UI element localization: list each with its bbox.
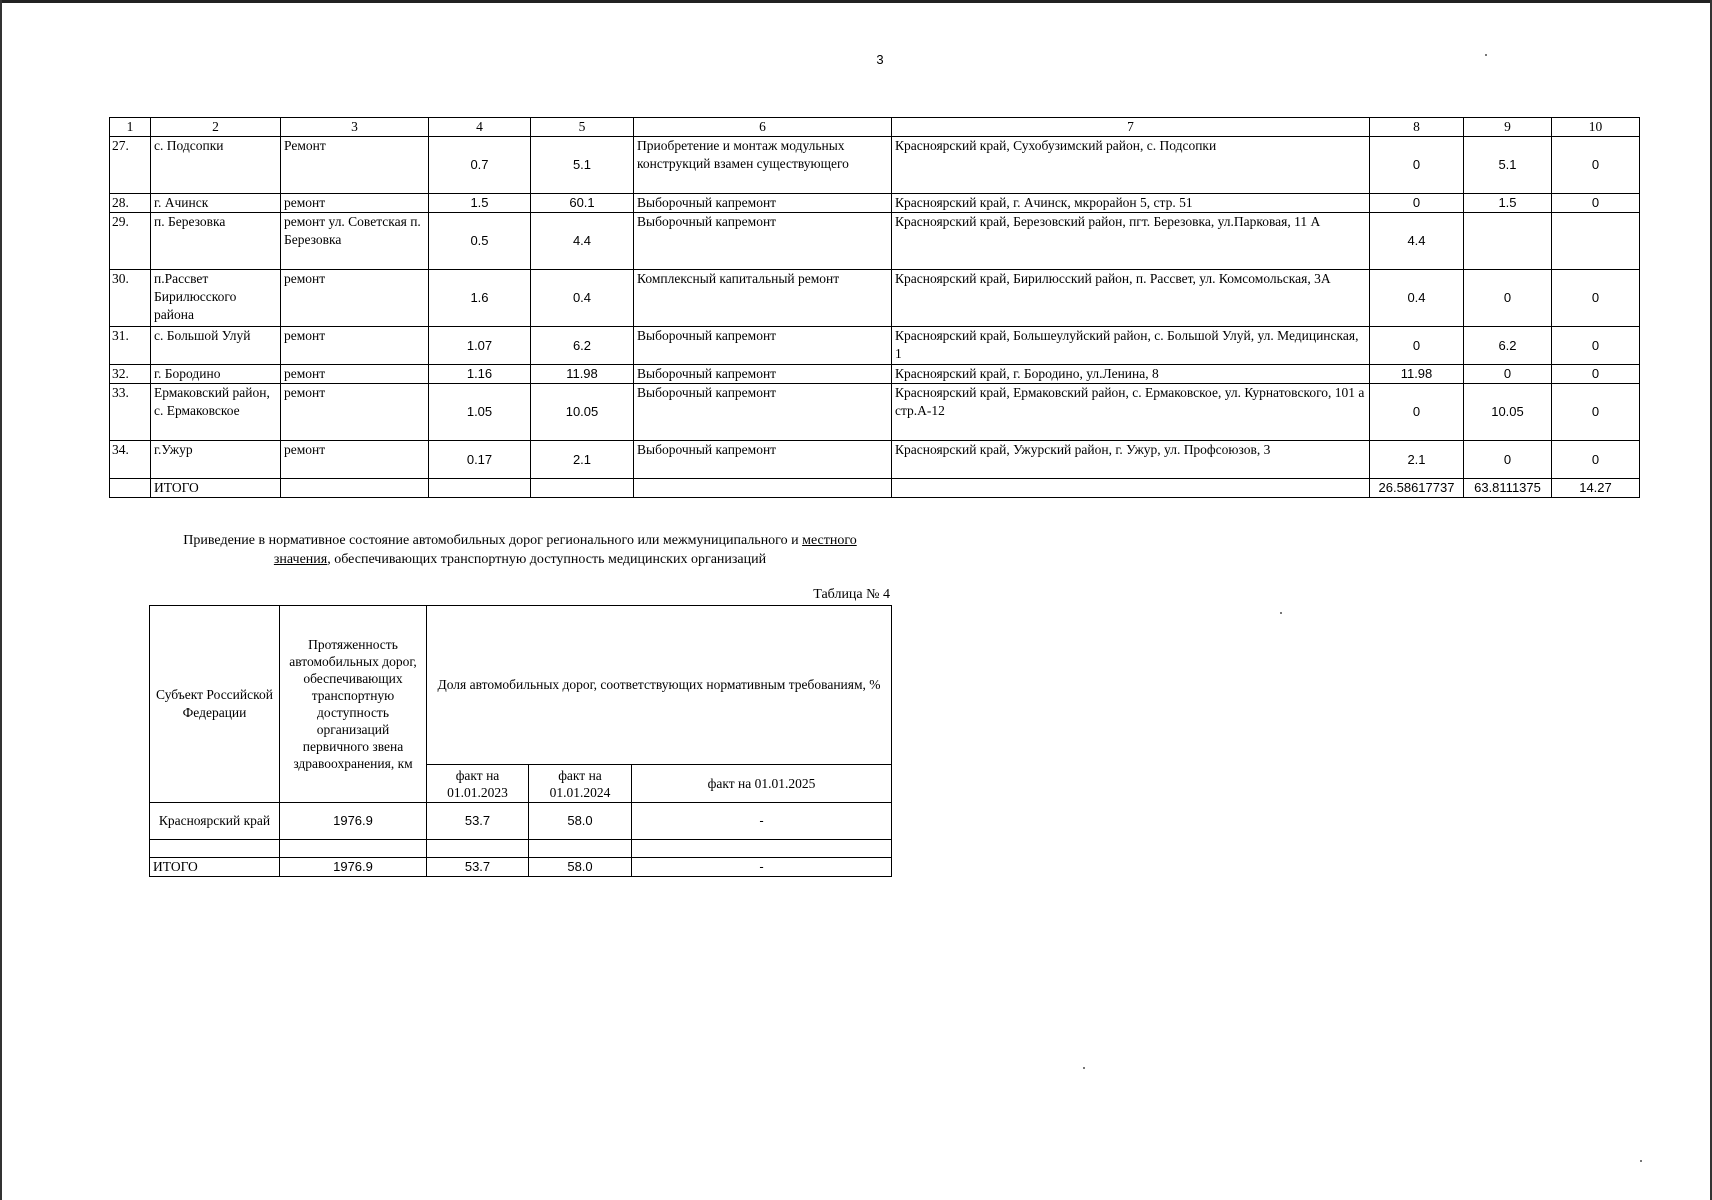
scan-speck [1640, 1160, 1642, 1162]
total-value: 1976.9 [280, 858, 427, 877]
work-type-cell: Приобретение и монтаж модульных конструкций взамен существующего [634, 137, 892, 194]
table-row [110, 365, 1640, 384]
column-header: 8 [1370, 118, 1464, 137]
table-row [110, 137, 1640, 194]
empty-cell [429, 479, 531, 498]
row-number: 32. [110, 365, 151, 384]
empty-cell [892, 479, 1370, 498]
empty-cell [632, 840, 892, 858]
work-type-cell: Выборочный капремонт [634, 194, 892, 213]
value-cell: 4.4 [531, 213, 634, 270]
table-row [110, 194, 1640, 213]
value-cell: - [632, 803, 892, 840]
address-cell: Красноярский край, Ермаковский район, с. Ермаковское, ул. Курнатовского, 101 а стр.А-12 [892, 384, 1370, 441]
total-row [150, 858, 892, 877]
value-cell: 0 [1552, 270, 1640, 327]
work-type-cell: Выборочный капремонт [634, 327, 892, 365]
fact-2025-header: факт на 01.01.2025 [632, 765, 892, 803]
fact-2024-header: факт на 01.01.2024 [529, 765, 632, 803]
empty-cell [281, 479, 429, 498]
header-row [150, 606, 892, 765]
row-number: 30. [110, 270, 151, 327]
value-cell: 0 [1552, 137, 1640, 194]
value-cell: 0 [1370, 194, 1464, 213]
value-cell: 0.17 [429, 441, 531, 479]
work-cell: ремонт [281, 441, 429, 479]
value-cell: 0 [1552, 194, 1640, 213]
value-cell: 0 [1552, 384, 1640, 441]
total-value: 14.27 [1552, 479, 1640, 498]
value-cell: 2.1 [531, 441, 634, 479]
row-number: 29. [110, 213, 151, 270]
row-number: 34. [110, 441, 151, 479]
column-header: 9 [1464, 118, 1552, 137]
place-cell: с. Большой Улуй [151, 327, 281, 365]
value-cell: 58.0 [529, 803, 632, 840]
value-cell: 0 [1552, 327, 1640, 365]
value-cell: 0 [1464, 365, 1552, 384]
column-header: 10 [1552, 118, 1640, 137]
empty-cell [280, 840, 427, 858]
value-cell: 0 [1552, 441, 1640, 479]
length-cell: 1976.9 [280, 803, 427, 840]
work-cell: ремонт [281, 365, 429, 384]
place-cell: с. Подсопки [151, 137, 281, 194]
value-cell: 2.1 [1370, 441, 1464, 479]
value-cell: 5.1 [1464, 137, 1552, 194]
table-row [110, 441, 1640, 479]
total-value: 53.7 [427, 858, 529, 877]
subject-cell: Красноярский край [150, 803, 280, 840]
empty-cell [529, 840, 632, 858]
row-number: 33. [110, 384, 151, 441]
column-header: 3 [281, 118, 429, 137]
column-header: 5 [531, 118, 634, 137]
work-cell: ремонт ул. Советская п. Березовка [281, 213, 429, 270]
value-cell: 1.05 [429, 384, 531, 441]
empty-cell [634, 479, 892, 498]
scan-border-left [0, 0, 2, 1200]
value-cell: 0 [1464, 441, 1552, 479]
value-cell: 1.07 [429, 327, 531, 365]
value-cell: 0 [1370, 137, 1464, 194]
table-row [150, 803, 892, 840]
work-cell: Ремонт [281, 137, 429, 194]
subject-header: Субъект Российской Федерации [150, 606, 280, 803]
address-cell: Красноярский край, Березовский район, пгт. Березовка, ул.Парковая, 11 А [892, 213, 1370, 270]
table-number-label: Таблица № 4 [813, 587, 890, 602]
column-header: 2 [151, 118, 281, 137]
work-cell: ремонт [281, 327, 429, 365]
value-cell [1552, 213, 1640, 270]
value-cell [1464, 213, 1552, 270]
row-number: 27. [110, 137, 151, 194]
title-text: Приведение в нормативное состояние автомобильных дорог регионального или межмуниципального и [183, 533, 803, 548]
value-cell: 53.7 [427, 803, 529, 840]
scan-border-top [0, 0, 1712, 3]
address-cell: Красноярский край, Сухобузимский район, с. Подсопки [892, 137, 1370, 194]
table-row [110, 213, 1640, 270]
place-cell: п. Березовка [151, 213, 281, 270]
value-cell: 6.2 [1464, 327, 1552, 365]
work-cell: ремонт [281, 384, 429, 441]
row-number: 31. [110, 327, 151, 365]
value-cell: 0 [1552, 365, 1640, 384]
value-cell: 1.5 [429, 194, 531, 213]
column-header: 4 [429, 118, 531, 137]
value-cell: 6.2 [531, 327, 634, 365]
page-number: 3 [876, 52, 884, 67]
work-type-cell: Выборочный капремонт [634, 384, 892, 441]
share-header: Доля автомобильных дорог, соответствующих нормативным требованиям, % [427, 606, 892, 765]
value-cell: 0.4 [1370, 270, 1464, 327]
title-text: , обеспечивающих транспортную доступность медицинских организаций [327, 552, 767, 567]
total-label: ИТОГО [151, 479, 281, 498]
address-cell: Красноярский край, Бирилюсский район, п. Рассвет, ул. Комсомольская, 3А [892, 270, 1370, 327]
total-value: 26.58617737 [1370, 479, 1464, 498]
table-row [110, 270, 1640, 327]
length-header: Протяженность автомобильных дорог, обеспечивающих транспортную доступность организаций первичного звена здравоохранения, км [280, 606, 427, 803]
row-number: 28. [110, 194, 151, 213]
value-cell: 0 [1464, 270, 1552, 327]
value-cell: 1.6 [429, 270, 531, 327]
value-cell: 10.05 [1464, 384, 1552, 441]
column-header: 6 [634, 118, 892, 137]
empty-row [150, 840, 892, 858]
total-row [110, 479, 1640, 498]
table-row [110, 384, 1640, 441]
column-header: 7 [892, 118, 1370, 137]
value-cell: 0 [1370, 384, 1464, 441]
place-cell: Ермаковский район, с. Ермаковское [151, 384, 281, 441]
facilities-table [109, 117, 1640, 498]
work-cell: ремонт [281, 194, 429, 213]
total-value: 63.8111375 [1464, 479, 1552, 498]
address-cell: Красноярский край, г. Бородино, ул.Ленина, 8 [892, 365, 1370, 384]
place-cell: г. Бородино [151, 365, 281, 384]
address-cell: Красноярский край, Ужурский район, г. Ужур, ул. Профсоюзов, 3 [892, 441, 1370, 479]
work-type-cell: Выборочный капремонт [634, 213, 892, 270]
empty-cell [150, 840, 280, 858]
address-cell: Красноярский край, г. Ачинск, мкрорайон 5, стр. 51 [892, 194, 1370, 213]
fact-2023-header: факт на 01.01.2023 [427, 765, 529, 803]
total-value: - [632, 858, 892, 877]
place-cell: г. Ачинск [151, 194, 281, 213]
value-cell: 0.5 [429, 213, 531, 270]
column-header: 1 [110, 118, 151, 137]
value-cell: 1.5 [1464, 194, 1552, 213]
table-row [110, 327, 1640, 365]
place-cell: п.Рассвет Бирилюсского района [151, 270, 281, 327]
scan-speck [1280, 612, 1282, 614]
work-cell: ремонт [281, 270, 429, 327]
table-header-row [110, 118, 1640, 137]
value-cell: 11.98 [1370, 365, 1464, 384]
value-cell: 1.16 [429, 365, 531, 384]
value-cell: 0 [1370, 327, 1464, 365]
value-cell: 11.98 [531, 365, 634, 384]
total-value: 58.0 [529, 858, 632, 877]
value-cell: 60.1 [531, 194, 634, 213]
value-cell: 0.4 [531, 270, 634, 327]
roads-section-title [150, 531, 890, 569]
value-cell: 0.7 [429, 137, 531, 194]
work-type-cell: Комплексный капитальный ремонт [634, 270, 892, 327]
scan-speck [1083, 1067, 1085, 1069]
title-underlined-word: местного [802, 533, 857, 548]
total-label: ИТОГО [150, 858, 280, 877]
roads-table [149, 605, 892, 877]
work-type-cell: Выборочный капремонт [634, 441, 892, 479]
place-cell: г.Ужур [151, 441, 281, 479]
value-cell: 10.05 [531, 384, 634, 441]
value-cell: 5.1 [531, 137, 634, 194]
work-type-cell: Выборочный капремонт [634, 365, 892, 384]
title-underlined-word: значения [273, 552, 328, 567]
empty-cell [531, 479, 634, 498]
scan-speck [1485, 54, 1487, 56]
address-cell: Красноярский край, Большеулуйский район, с. Большой Улуй, ул. Медицинская, 1 [892, 327, 1370, 365]
empty-cell [427, 840, 529, 858]
value-cell: 4.4 [1370, 213, 1464, 270]
empty-cell [110, 479, 151, 498]
